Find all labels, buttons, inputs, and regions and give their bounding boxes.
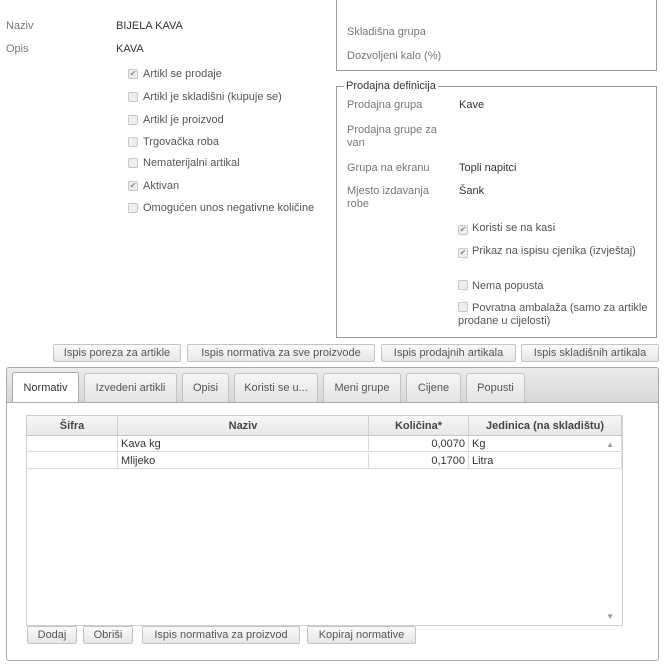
cell-sifra[interactable]: [27, 436, 118, 452]
article-checkbox-row[interactable]: [128, 114, 224, 126]
checkbox-label: Prikaz na ispisu cjenika (izvještaj): [472, 245, 636, 257]
scroll-up-icon[interactable]: ▲: [606, 440, 614, 449]
checkbox[interactable]: [128, 92, 138, 102]
checkbox[interactable]: [128, 115, 138, 125]
tab-izvedeni-artikli[interactable]: Izvedeni artikli: [84, 373, 177, 402]
column-header-sifra[interactable]: Šifra: [27, 416, 118, 436]
checkbox-label: Omogućen unos negativne količine: [143, 202, 315, 214]
naziv-value[interactable]: BIJELA KAVA: [116, 20, 183, 32]
table-row[interactable]: [27, 453, 622, 469]
normativ-grid: [26, 415, 623, 626]
add-button[interactable]: Dodaj: [27, 626, 77, 644]
prodajna-grupa-van-label: Prodajna grupe za van: [347, 124, 437, 149]
cell-jedinica[interactable]: Kg: [469, 436, 622, 452]
naziv-label: Naziv: [6, 20, 34, 32]
checkbox-label: Trgovačka roba: [143, 136, 220, 148]
prodajna-grupa-label: Prodajna grupa: [347, 99, 423, 111]
cell-kolicina[interactable]: 0,0070: [369, 436, 469, 452]
tab-normativ[interactable]: Normativ: [12, 372, 79, 402]
checkbox[interactable]: [458, 225, 468, 235]
checkbox-label: Artikl je skladišni (kupuje se): [143, 91, 282, 103]
opis-value[interactable]: KAVA: [116, 43, 144, 55]
cell-kolicina[interactable]: 0,1700: [369, 453, 469, 469]
checkbox[interactable]: [128, 69, 138, 79]
tab-koristi-se-u[interactable]: Koristi se u...: [234, 373, 318, 402]
cell-sifra[interactable]: [27, 453, 118, 469]
column-header-kolicina[interactable]: Količina*: [369, 416, 469, 436]
skladisna-grupa-label: Skladišna grupa: [347, 26, 426, 38]
check-icon: ✔: [129, 181, 137, 190]
article-checkbox-row[interactable]: [128, 91, 282, 103]
checkbox[interactable]: [128, 181, 138, 191]
mjesto-izdavanja-label: Mjesto izdavanja robe: [347, 185, 429, 210]
cell-naziv[interactable]: Kava kg: [118, 436, 369, 452]
article-checkbox-row[interactable]: [128, 136, 219, 148]
print-sales-articles-button[interactable]: Ispis prodajnih artikala: [381, 344, 516, 362]
checkbox-label: Koristi se na kasi: [472, 222, 556, 234]
tab-opisi[interactable]: Opisi: [182, 373, 229, 402]
column-header-naziv[interactable]: Naziv: [118, 416, 369, 436]
prodajna-grupa-value[interactable]: Kave: [459, 99, 485, 111]
cell-naziv[interactable]: Mlijeko: [118, 453, 369, 469]
sales-definition-legend: Prodajna definicija: [346, 80, 436, 92]
checkbox[interactable]: [128, 137, 138, 147]
checkbox[interactable]: [128, 158, 138, 168]
opis-label: Opis: [6, 43, 29, 55]
delete-button[interactable]: Obriši: [83, 626, 133, 644]
print-tax-button[interactable]: Ispis poreza za artikle: [53, 344, 181, 362]
check-icon: ✔: [459, 248, 467, 257]
checkbox[interactable]: [458, 280, 468, 290]
print-all-normatives-button[interactable]: Ispis normativa za sve proizvode: [187, 344, 375, 362]
tab-cijene[interactable]: Cijene: [406, 373, 461, 402]
copy-normatives-button[interactable]: Kopiraj normative: [307, 626, 416, 644]
mjesto-izdavanja-value[interactable]: Šank: [459, 185, 485, 197]
dozvoljeni-kalo-label: Dozvoljeni kalo (%): [347, 50, 442, 62]
article-checkbox-row[interactable]: [128, 157, 240, 169]
checkbox-label: Nematerijalni artikal: [143, 157, 240, 169]
scroll-down-icon[interactable]: ▼: [606, 612, 614, 621]
check-icon: ✔: [459, 225, 467, 234]
checkbox-label: Artikl je proizvod: [143, 114, 224, 126]
checkbox[interactable]: [458, 248, 468, 258]
article-checkbox-row[interactable]: [128, 180, 179, 192]
tab-meni-grupe[interactable]: Meni grupe: [323, 373, 401, 402]
grupa-na-ekranu-label: Grupa na ekranu: [347, 162, 430, 174]
checkbox-label: Povratna ambalaža (samo za artikle prodane u cijelosti): [458, 302, 648, 327]
checkbox-label: Aktivan: [143, 180, 180, 192]
article-checkbox-row[interactable]: [128, 68, 222, 80]
print-normative-button[interactable]: Ispis normativa za proizvod: [142, 626, 300, 644]
sales-checkbox-row[interactable]: [458, 280, 648, 293]
sales-checkbox-row[interactable]: [458, 222, 648, 235]
checkbox-label: Nema popusta: [472, 280, 544, 292]
checkbox[interactable]: [128, 203, 138, 213]
print-storage-articles-button[interactable]: Ispis skladišnih artikala: [521, 344, 659, 362]
checkbox[interactable]: [458, 302, 468, 312]
sales-checkbox-row[interactable]: [458, 245, 648, 258]
checkbox-label: Artikl se prodaje: [143, 68, 222, 80]
cell-jedinica[interactable]: Litra: [469, 453, 622, 469]
column-header-jedinica[interactable]: Jedinica (na skladištu): [469, 416, 622, 436]
check-icon: ✔: [129, 69, 137, 78]
grupa-na-ekranu-value[interactable]: Topli napitci: [459, 162, 517, 174]
sales-checkbox-row[interactable]: [458, 302, 648, 328]
table-row[interactable]: [27, 436, 622, 452]
tab-popusti[interactable]: Popusti: [466, 373, 525, 402]
article-checkbox-row[interactable]: [128, 202, 314, 214]
